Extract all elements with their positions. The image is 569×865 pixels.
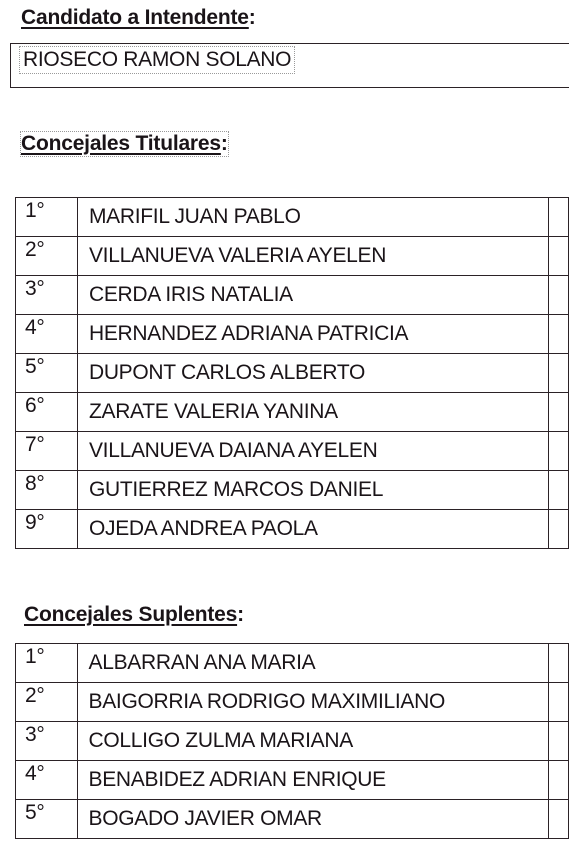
row-end-cell (549, 276, 569, 315)
row-number: 5° (16, 800, 78, 839)
table-row (16, 683, 569, 722)
suplentes-table (15, 643, 569, 839)
row-name: GUTIERREZ MARCOS DANIEL (77, 471, 548, 510)
row-end-cell (549, 315, 569, 354)
table-row (16, 432, 569, 471)
row-end-cell (549, 432, 569, 471)
row-end-cell (549, 722, 569, 761)
row-name: VILLANUEVA VALERIA AYELEN (77, 237, 548, 276)
row-number: 6° (16, 393, 78, 432)
row-number: 2° (16, 683, 78, 722)
row-name: BAIGORRIA RODRIGO MAXIMILIANO (77, 683, 549, 722)
row-end-cell (549, 800, 569, 839)
row-end-cell (549, 510, 569, 549)
row-number: 1° (16, 644, 78, 683)
row-name: OJEDA ANDREA PAOLA (77, 510, 548, 549)
row-end-cell (549, 471, 569, 510)
row-number: 1° (16, 198, 78, 237)
titulares-heading-colon: : (220, 132, 228, 155)
row-number: 4° (16, 761, 78, 800)
row-name: DUPONT CARLOS ALBERTO (77, 354, 548, 393)
table-row (16, 761, 569, 800)
table-row (16, 393, 569, 432)
intendente-heading-text: Candidato a Intendente (21, 6, 249, 29)
row-number: 7° (16, 432, 78, 471)
table-row (16, 644, 569, 683)
intendente-heading (21, 6, 256, 30)
table-row (16, 800, 569, 839)
row-end-cell (549, 644, 569, 683)
row-name: CERDA IRIS NATALIA (77, 276, 548, 315)
row-end-cell (549, 761, 569, 800)
row-name: HERNANDEZ ADRIANA PATRICIA (77, 315, 548, 354)
table-row (16, 510, 569, 549)
row-number: 4° (16, 315, 78, 354)
titulares-table (15, 197, 569, 549)
table-row (16, 276, 569, 315)
row-end-cell (549, 237, 569, 276)
row-end-cell (549, 393, 569, 432)
row-number: 5° (16, 354, 78, 393)
titulares-heading-text: Concejales Titulares (21, 132, 221, 155)
row-number: 3° (16, 722, 78, 761)
table-row (16, 354, 569, 393)
intendente-heading-colon: : (248, 6, 256, 29)
titulares-heading (21, 132, 228, 156)
suplentes-heading (24, 603, 244, 627)
row-end-cell (549, 354, 569, 393)
row-end-cell (549, 198, 569, 237)
row-name: ALBARRAN ANA MARIA (77, 644, 549, 683)
row-number: 2° (16, 237, 78, 276)
table-row (16, 237, 569, 276)
row-name: COLLIGO ZULMA MARIANA (77, 722, 549, 761)
row-number: 3° (16, 276, 78, 315)
row-name: BENABIDEZ ADRIAN ENRIQUE (77, 761, 549, 800)
row-end-cell (549, 683, 569, 722)
row-number: 9° (16, 510, 78, 549)
row-name: VILLANUEVA DAIANA AYELEN (77, 432, 548, 471)
table-row (16, 471, 569, 510)
table-row (16, 315, 569, 354)
table-row (16, 722, 569, 761)
suplentes-heading-text: Concejales Suplentes (24, 603, 238, 626)
row-number: 8° (16, 471, 78, 510)
row-name: ZARATE VALERIA YANINA (77, 393, 548, 432)
intendente-name: RIOSECO RAMON SOLANO (20, 47, 294, 73)
row-name: BOGADO JAVIER OMAR (77, 800, 549, 839)
row-name: MARIFIL JUAN PABLO (77, 198, 548, 237)
table-row (16, 198, 569, 237)
suplentes-heading-colon: : (237, 603, 244, 626)
